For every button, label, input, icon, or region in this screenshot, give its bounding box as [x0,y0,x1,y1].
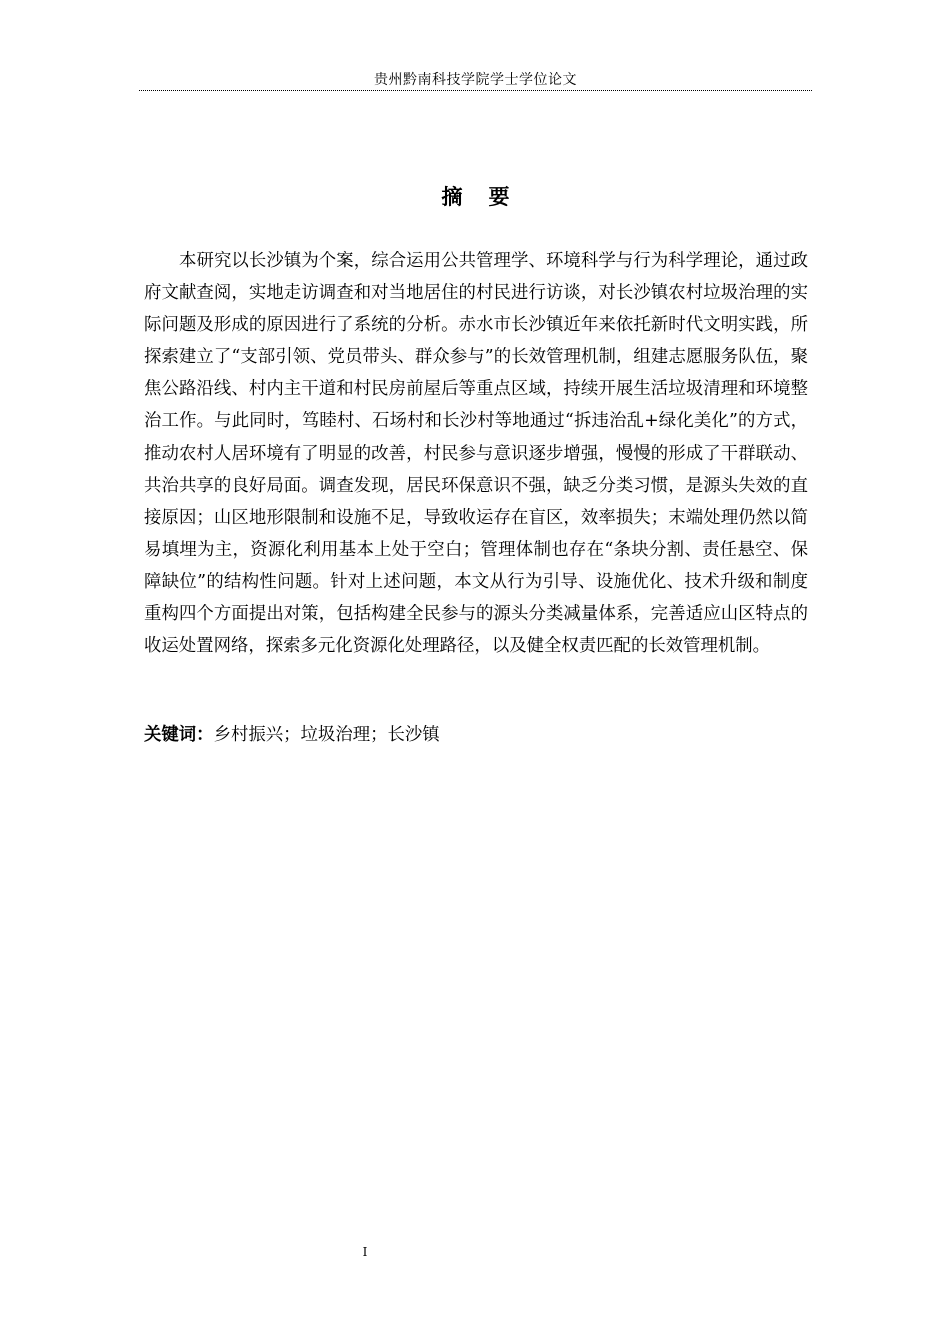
abstract-body: 本研究以长沙镇为个案，综合运用公共管理学、环境科学与行为科学理论，通过政府文献查阅，实地走访调查和对当地居住的村民进行访谈，对长沙镇农村垃圾治理的实际问题及形成的原因进行了系统的分析。赤水市长沙镇近年来依托新时代文明实践，所探索建立了“支部引领、党员带头、群众参与”的长效管理机制，组建志愿服务队伍，聚焦公路沿线、村内主干道和村民房前屋后等重点区域，持续开展生活垃圾清理和环境整治工作。与此同时，笃睦村、石场村和长沙村等地通过“拆违治乱+绿化美化”的方式，推动农村人居环境有了明显的改善，村民参与意识逐步增强，慢慢的形成了干群联动、共治共享的良好局面。调查发现，居民环保意识不强，缺乏分类习惯，是源头失效的直接原因；山区地形限制和设施不足，导致收运存在盲区，效率损失；末端处理仍然以简易填埋为主，资源化利用基本上处于空白；管理体制也存在“条块分割、责任悬空、保障缺位”的结构性问题。针对上述问题，本文从行为引导、设施优化、技术升级和制度重构四个方面提出对策，包括构建全民参与的源头分类减量体系，完善适应山区特点的收运处置网络，探索多元化资源化处理路径，以及健全权责匹配的长效管理机制。 [144,251,808,657]
keywords-line [144,721,808,749]
header-divider [139,90,812,91]
running-header: 贵州黔南科技学院学士学位论文 [374,72,577,88]
keywords-label: 关键词： [144,725,214,745]
page-number: I [362,1245,368,1259]
keywords-text: 乡村振兴；垃圾治理；长沙镇 [213,725,440,745]
abstract-title: 摘要 [441,184,536,209]
